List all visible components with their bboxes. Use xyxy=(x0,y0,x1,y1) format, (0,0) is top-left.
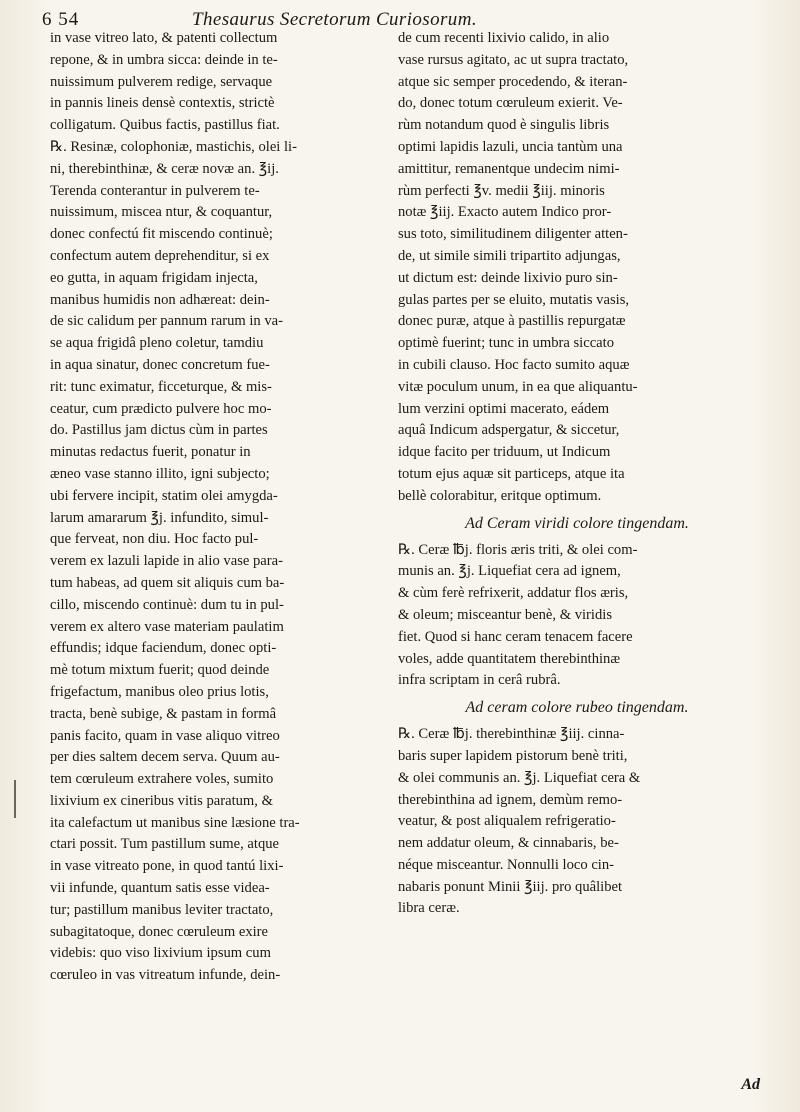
text-line: do, donec totum cœruleum exierit. Ve- xyxy=(398,95,623,112)
text-line: idque facito per triduum, ut Indicum xyxy=(398,444,611,461)
text-line: mè totum mixtum fuerit; quod deinde xyxy=(50,662,270,679)
text-line: atque sic semper procedendo, & iteran- xyxy=(398,73,628,90)
text-line: rùm notandum quod è singulis libris xyxy=(398,117,610,134)
text-line: notæ ℥iij. Exacto autem Indico pror- xyxy=(398,204,612,221)
text-line: in aqua sinatur, donec concretum fue- xyxy=(50,356,270,373)
text-line: verem ex lazuli lapide in alio vase para- xyxy=(50,553,283,570)
text-line: nuissimum pulverem redige, servaque xyxy=(50,73,273,90)
text-line: ceatur, cum prædicto pulvere hoc mo- xyxy=(50,400,272,417)
text-line: in vase vitreato pone, in quod tantú lixi- xyxy=(50,858,284,875)
text-line: in vase vitreo lato, & patenti collectum xyxy=(50,30,278,46)
text-line: néque misceantur. Nonnulli loco cin- xyxy=(398,856,615,873)
text-line: manibus humidis non adhæreat: dein- xyxy=(50,291,270,308)
text-line: ita calefactum ut manibus sine læsione tra- xyxy=(50,814,300,831)
text-line: donec puræ, atque à pastillis repurgatæ xyxy=(398,313,626,330)
text-line: & oleum; misceantur benè, & viridis xyxy=(398,606,612,623)
text-line: subagitatoque, donec cœruleum exire xyxy=(50,923,269,940)
margin-mark xyxy=(14,780,16,818)
text-line: ℞. Ceræ ℔j. therebinthinæ ℥iij. cinna- xyxy=(398,726,625,743)
text-line: donec confectú fit miscendo continuè; xyxy=(50,226,273,243)
text-line: cœruleo in vas vitreatum infunde, dein- xyxy=(50,967,281,984)
right-column-text-2 xyxy=(398,540,756,693)
text-line: bellè colorabitur, eritque optimum. xyxy=(398,487,602,504)
text-line: tum habeas, ad quem sit aliquis cum ba- xyxy=(50,574,285,591)
running-title: Thesaurus Secretorum Curiosorum. xyxy=(192,9,477,30)
text-line: minutas redactus fuerit, ponatur in xyxy=(50,444,251,461)
text-line: infra scriptam in cerâ rubrâ. xyxy=(398,672,561,689)
text-line: nuissimum, miscea ntur, & coquantur, xyxy=(50,204,273,221)
text-line: ℞. Ceræ ℔j. floris æris triti, & olei com- xyxy=(398,541,638,558)
text-line: totum ejus aquæ sit particeps, atque ita xyxy=(398,465,625,482)
text-line: eo gutta, in aquam frigidam injecta, xyxy=(50,269,258,286)
text-line: de sic calidum per pannum rarum in va- xyxy=(50,313,284,330)
text-line: de, ut simile simili tripartito adjungas, xyxy=(398,247,621,264)
text-line: & cùm ferè refrixerit, addatur flos æris, xyxy=(398,585,629,602)
text-line: gulas partes per se eluito, mutatis vasis, xyxy=(398,291,630,308)
text-line: verem ex altero vase materiam paulatim xyxy=(50,618,284,635)
section-heading-green-wax: Ad Ceram viridi colore tingendam. xyxy=(465,514,689,532)
text-line: rùm perfecti ℥v. medii ℥iij. minoris xyxy=(398,182,605,199)
text-line: repone, & in umbra sicca: deinde in te- xyxy=(50,51,278,68)
text-line: panis facito, quam in vase aliquo vitreo xyxy=(50,727,280,744)
catchword: Ad xyxy=(741,1076,760,1093)
text-line: que ferveat, non diu. Hoc facto pul- xyxy=(50,531,259,548)
text-line: videbis: quo viso lixivium ipsum cum xyxy=(50,945,271,962)
text-line: Terenda conterantur in pulverem te- xyxy=(50,182,260,199)
text-line: larum amararum ℥j. infundito, simul- xyxy=(50,509,269,526)
text-line: ni, therebinthinæ, & ceræ novæ an. ℥ij. xyxy=(50,160,279,177)
text-line: amittitur, remanentque undecim nimi- xyxy=(398,160,620,177)
text-line: effundis; idque faciendum, donec opti- xyxy=(50,640,277,657)
text-line: lixivium ex cineribus vitis paratum, & xyxy=(50,792,273,809)
text-line: optimi lapidis lazuli, uncia tantùm una xyxy=(398,138,623,155)
text-line: sus toto, similitudinem diligenter atten- xyxy=(398,226,628,243)
text-line: ubi fervere incipit, statim olei amygda- xyxy=(50,487,278,504)
text-line: therebinthina ad ignem, demùm remo- xyxy=(398,791,623,808)
text-line: tur; pastillum manibus leviter tractato, xyxy=(50,901,274,918)
text-line: æneo vase stanno illito, igni subjecto; xyxy=(50,465,270,482)
text-line: veatur, & post aliqualem refrigeratio- xyxy=(398,813,616,830)
text-line: tem cœruleum extrahere voles, sumito xyxy=(50,771,274,788)
text-line: ctari possit. Tum pastillum sume, atque xyxy=(50,836,280,853)
text-line: nem addatur oleum, & cinnabaris, be- xyxy=(398,835,619,852)
text-line: in pannis lineis densè contextis, strictè xyxy=(50,95,275,112)
left-column xyxy=(50,28,370,987)
text-line: ut dictum est: deinde lixivio puro sin- xyxy=(398,269,618,286)
text-line: & olei communis an. ℥j. Liquefiat cera & xyxy=(398,769,641,786)
text-line: rit: tunc eximatur, ficceturque, & mis- xyxy=(50,378,272,395)
text-line: ℞. Resinæ, colophoniæ, mastichis, olei li- xyxy=(50,138,297,155)
text-line: aquâ Indicum adspergatur, & siccetur, xyxy=(398,422,620,439)
text-line: colligatum. Quibus factis, pastillus fiat. xyxy=(50,117,280,134)
text-line: optimè fuerint; tunc in umbra siccato xyxy=(398,335,615,352)
text-line: cillo, miscendo continuè: dum tu in pul- xyxy=(50,596,284,613)
text-line: fiet. Quod si hanc ceram tenacem facere xyxy=(398,628,633,645)
text-line: tracta, benè subige, & pastam in formâ xyxy=(50,705,277,722)
text-line: baris super lapidem pistorum benè triti, xyxy=(398,747,628,764)
text-line: vii infunde, quantum satis esse videa- xyxy=(50,880,270,897)
text-line: vase rursus agitato, ac ut supra tractato, xyxy=(398,51,629,68)
right-column-text-1 xyxy=(398,28,756,508)
text-line: munis an. ℥j. Liquefiat cera ad ignem, xyxy=(398,563,621,580)
right-column-text-3 xyxy=(398,724,756,920)
text-line: de cum recenti lixivio calido, in alio xyxy=(398,30,610,46)
text-line: confectum autem deprehenditur, si ex xyxy=(50,247,270,264)
right-column xyxy=(398,28,756,920)
text-line: nabaris ponunt Minii ℥iij. pro quâlibet xyxy=(398,878,623,895)
text-line: in cubili clauso. Hoc facto sumito aquæ xyxy=(398,356,630,373)
page-number: 6 54 xyxy=(42,9,80,30)
section-heading-red-wax: Ad ceram colore rubeo tingendam. xyxy=(465,699,689,717)
text-line: do. Pastillus jam dictus cùm in partes xyxy=(50,422,268,439)
text-line: voles, adde quantitatem therebinthinæ xyxy=(398,650,621,667)
text-line: frigefactum, manibus oleo prius lotis, xyxy=(50,683,269,700)
text-line: vitæ poculum unum, in ea que aliquantu- xyxy=(398,378,638,395)
text-line: lum verzini optimi macerato, eádem xyxy=(398,400,610,417)
text-line: libra ceræ. xyxy=(398,900,460,917)
text-line: per dies saltem decem serva. Quum au- xyxy=(50,749,280,766)
text-line: se aqua frigidâ pleno coletur, tamdiu xyxy=(50,335,264,352)
